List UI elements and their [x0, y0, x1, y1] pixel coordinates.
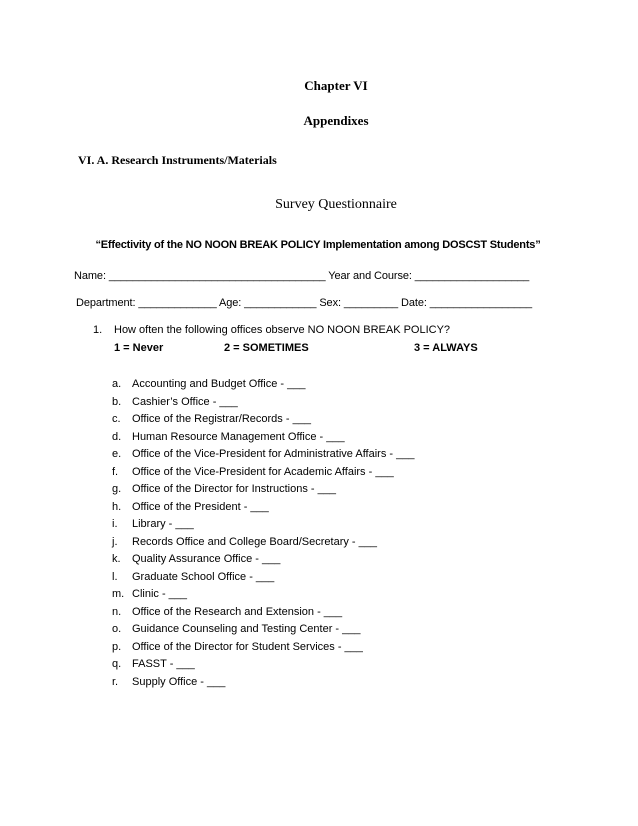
item-letter: n.	[112, 605, 122, 618]
item-letter: a.	[112, 378, 122, 390]
list-item	[112, 621, 414, 639]
item-letter: k.	[112, 553, 121, 565]
list-item	[112, 446, 414, 464]
section-heading: VI. A. Research Instruments/Materials	[78, 153, 277, 167]
item-letter: j.	[112, 535, 118, 548]
item-text: Accounting and Budget Office - ___	[132, 378, 306, 390]
office-list	[112, 376, 414, 691]
item-letter: b.	[112, 395, 122, 408]
item-letter: m.	[112, 588, 125, 600]
item-text: FASST - ___	[132, 658, 195, 670]
item-text: Human Resource Management Office - ___	[132, 430, 345, 443]
department-age-sex-date-line: Department: _____________ Age: ____________ Sex: _________ Date: _________________	[76, 297, 533, 309]
item-text: Office of the Vice-President for Academic Affairs - ___	[132, 465, 394, 478]
item-letter: h.	[112, 500, 122, 513]
item-letter: d.	[112, 430, 122, 443]
list-item	[112, 604, 414, 622]
list-item	[112, 376, 414, 394]
list-item	[112, 499, 414, 517]
item-letter: p.	[112, 640, 122, 653]
item-text: Office of the Vice-President for Administrative Affairs - ___	[132, 448, 415, 460]
question-text: How often the following offices observe NO NOON BREAK POLICY?	[114, 324, 451, 336]
item-text: Library - ___	[132, 518, 194, 530]
question-number: 1.	[93, 324, 103, 336]
item-text: Supply Office - ___	[132, 675, 226, 688]
item-letter: g.	[112, 483, 122, 495]
survey-title: Survey Questionnaire	[275, 197, 397, 212]
item-text: Office of the Director for Student Services - ___	[132, 640, 363, 653]
item-letter: r.	[112, 675, 119, 688]
list-item	[112, 481, 414, 499]
list-item	[112, 569, 414, 587]
list-item	[112, 674, 414, 692]
scale-sometimes: 2 = SOMETIMES	[224, 342, 309, 354]
list-item	[112, 656, 414, 674]
item-text: Office of the Research and Extension - ___	[132, 605, 343, 618]
scale-never: 1 = Never	[114, 342, 164, 354]
item-text: Graduate School Office - ___	[132, 570, 275, 583]
list-item	[112, 429, 414, 447]
item-letter: l.	[112, 570, 118, 583]
chapter-title: Chapter VI	[304, 78, 368, 93]
item-letter: e.	[112, 448, 122, 460]
list-item	[112, 551, 414, 569]
item-letter: f.	[112, 465, 119, 478]
list-item	[112, 516, 414, 534]
item-letter: o.	[112, 623, 122, 635]
question-1	[93, 324, 450, 336]
list-item	[112, 534, 414, 552]
item-letter: c.	[112, 413, 121, 425]
item-text: Office of the Registrar/Records - ___	[132, 413, 311, 425]
item-text: Records Office and College Board/Secretary - ___	[132, 535, 377, 548]
scale-always: 3 = ALWAYS	[414, 342, 478, 354]
item-text: Office of the Director for Instructions - ___	[132, 483, 336, 495]
appendixes-title: Appendixes	[303, 113, 369, 128]
item-letter: i.	[112, 518, 118, 530]
item-text: Office of the President - ___	[132, 500, 269, 513]
list-item	[112, 639, 414, 657]
list-item	[112, 394, 414, 412]
item-text: Cashier’s Office - ___	[132, 395, 238, 408]
item-text: Guidance Counseling and Testing Center - ___	[132, 623, 361, 635]
name-year-course-line: Name: ____________________________________ Year and Course: ___________________	[74, 270, 530, 282]
list-item	[112, 586, 414, 604]
list-item	[112, 464, 414, 482]
project-title: “Effectivity of the NO NOON BREAK POLICY Implementation among DOSCST Students”	[95, 239, 541, 251]
item-text: Clinic - ___	[132, 588, 188, 600]
list-item	[112, 411, 414, 429]
item-letter: q.	[112, 658, 122, 670]
item-text: Quality Assurance Office - ___	[132, 553, 281, 565]
